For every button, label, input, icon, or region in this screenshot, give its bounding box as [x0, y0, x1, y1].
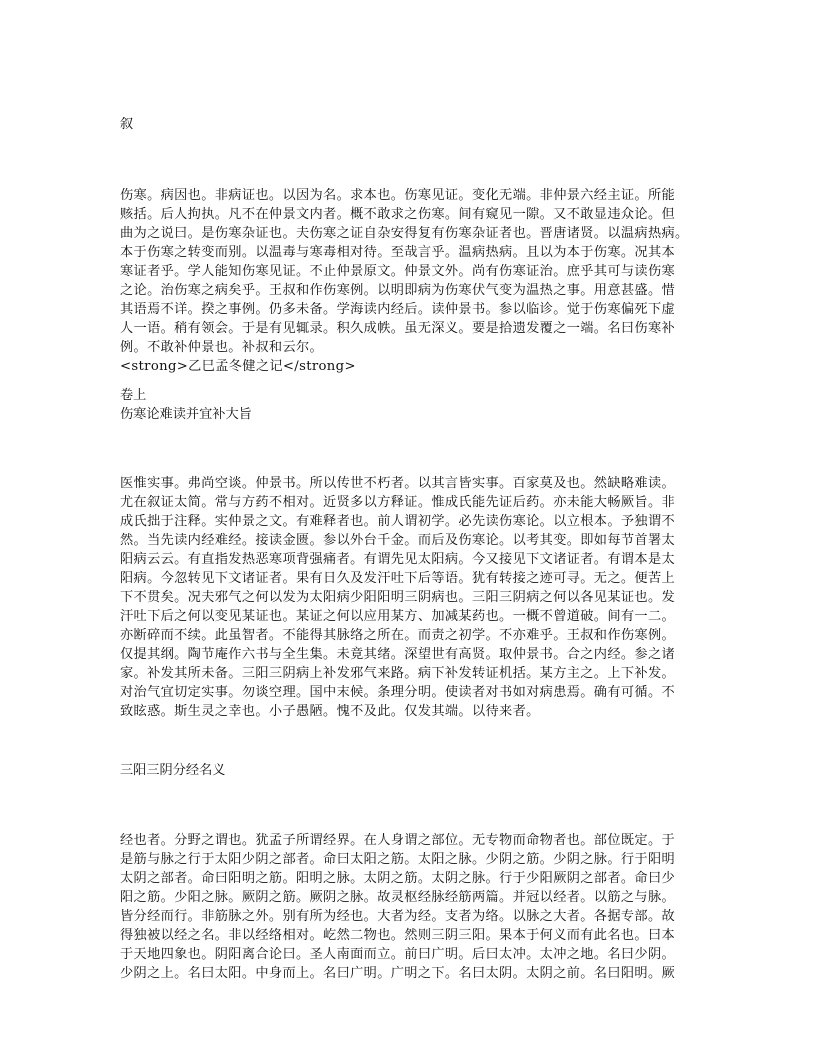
text-line: 然。当先读内经难经。接读金匮。参以外台千金。而后及伤寒论。以考其变。即如每节首署太: [120, 533, 676, 548]
text-line: 曲为之说曰。是伤寒杂证也。夫伤寒之证自杂安得复有伤寒杂证者也。晋唐诸贤。以温病热病。: [120, 226, 689, 241]
text-line: 赅括。后人拘执。凡不在仲景文内者。概不敢求之伤寒。间有窥见一隙。又不敢显违众论。但: [120, 207, 676, 222]
text-line: 经也者。分野之谓也。犹孟子所谓经界。在人身谓之部位。无专物而命物者也。部位既定。于: [120, 833, 676, 848]
text-line: 致眩惑。斯生灵之幸也。小子愚陋。愧不及此。仅发其端。以待来者。: [120, 704, 540, 719]
text-line: 少阴之上。名曰太阳。中身而上。名曰广明。广明之下。名曰太阴。太阴之前。名曰阳明。厥: [120, 966, 676, 981]
signature-line: <strong>乙巳孟冬健之记</strong>: [120, 359, 356, 374]
text-line: 家。补发其所未备。三阳三阴病上补发邪气来路。病下补发转证机括。某方主之。上下补发。: [120, 666, 676, 681]
text-line: 本于伤寒之转变而别。以温毒与寒毒相对待。至哉言乎。温病热病。且以为本于伤寒。况其本: [120, 245, 676, 260]
section-heading-preface: 叙: [120, 117, 134, 132]
text-line: 寒证者乎。学人能知伤寒见证。不止仲景原文。仲景文外。尚有伤寒证治。庶乎其可与读伤寒: [120, 264, 676, 279]
text-line: 对治气宜切定实事。勿谈空理。国中末候。条理分明。使读者对书如对病患焉。确有可循。不: [120, 685, 676, 700]
text-line: 仅提其纲。陶节庵作六书与全生集。未竟其绪。深望世有高贤。取仲景书。合之内经。参之诸: [120, 647, 676, 662]
volume-paragraph: [120, 474, 710, 721]
text-line: 阳病云云。有直指发热恶寒项背强痛者。有谓先见太阳病。今又接见下文诸证者。有谓本是太: [120, 552, 676, 567]
text-line: 汗吐下后之何以变见某证也。某证之何以应用某方、加减某药也。一概不曾道破。间有一二。: [120, 609, 676, 624]
text-line: 伤寒。病因也。非病证也。以因为名。求本也。伤寒见证。变化无端。非仲景六经主证。所能: [120, 188, 676, 203]
text-line: 尤在叙证太简。常与方药不相对。近贤多以方释证。惟成氏能先证后药。亦未能大畅厥旨。非: [120, 495, 676, 510]
text-line: 亦断碎而不续。此虽智者。不能得其脉络之所在。而责之初学。不亦难乎。王叔和作伤寒例。: [120, 628, 676, 643]
text-line: 是筋与脉之行于太阳少阴之部者。命曰太阳之筋。太阳之脉。少阴之筋。少阴之脉。行于阳明: [120, 852, 676, 867]
text-line: 之论。治伤寒之病矣乎。王叔和作伤寒例。以明即病为伤寒伏气变为温热之事。用意甚盛。惜: [120, 283, 676, 298]
text-line: 例。不敢补仲景也。补叔和云尔。: [120, 340, 324, 355]
text-line: 得独被以经之名。非以经络相对。屹然二物也。然则三阴三阳。果本于何义而有此名也。曰本: [120, 928, 676, 943]
text-line: 人一语。稍有领会。于是有见辄录。积久成帙。虽无深义。要是拾遗发覆之一端。名曰伤寒补: [120, 321, 676, 336]
text-line: 阳之筋。少阳之脉。厥阴之筋。厥阴之脉。故灵枢经脉经筋两篇。并冠以经者。以筋之与脉。: [120, 890, 676, 905]
text-line: 下不贯矣。况夫邪气之何以发为太阳病少阳阳明三阴病也。三阳三阴病之何以各见某证也。发: [120, 590, 676, 605]
text-line: 医惟实事。弗尚空谈。仲景书。所以传世不朽者。以其言皆实事。百家莫及也。然缺略难读。: [120, 476, 676, 491]
section-heading-meridians: 三阳三阴分经名义: [120, 763, 226, 778]
section-heading-volume: 卷上: [120, 388, 147, 403]
section-subheading: 伤寒论难读并宜补大旨: [120, 407, 252, 422]
preface-paragraph: [120, 186, 710, 376]
text-line: 于天地四象也。阴阳离合论曰。圣人南面而立。前曰广明。后曰太冲。太冲之地。名曰少阴。: [120, 947, 676, 962]
text-line: 阳病。今忽转见下文诸证者。果有日久及发汗吐下后等语。犹有转接之迹可寻。无之。便苦上: [120, 571, 676, 586]
text-line: 成氏拙于注释。实仲景之文。有难释者也。前人谓初学。必先读伤寒论。以立根本。予独谓不: [120, 514, 676, 529]
text-line: 太阴之部者。命曰阳明之筋。阳明之脉。太阴之筋。太阴之脉。行于少阳厥阴之部者。命曰少: [120, 871, 676, 886]
text-line: 其语焉不详。揆之事例。仍多未备。学海读内经后。读仲景书。参以临诊。觉于伤寒偏死下虚: [120, 302, 676, 317]
meridians-paragraph: [120, 831, 710, 983]
text-line: 皆分经而行。非筋脉之外。别有所为经也。大者为经。支者为络。以脉之大者。各据专部。故: [120, 909, 676, 924]
